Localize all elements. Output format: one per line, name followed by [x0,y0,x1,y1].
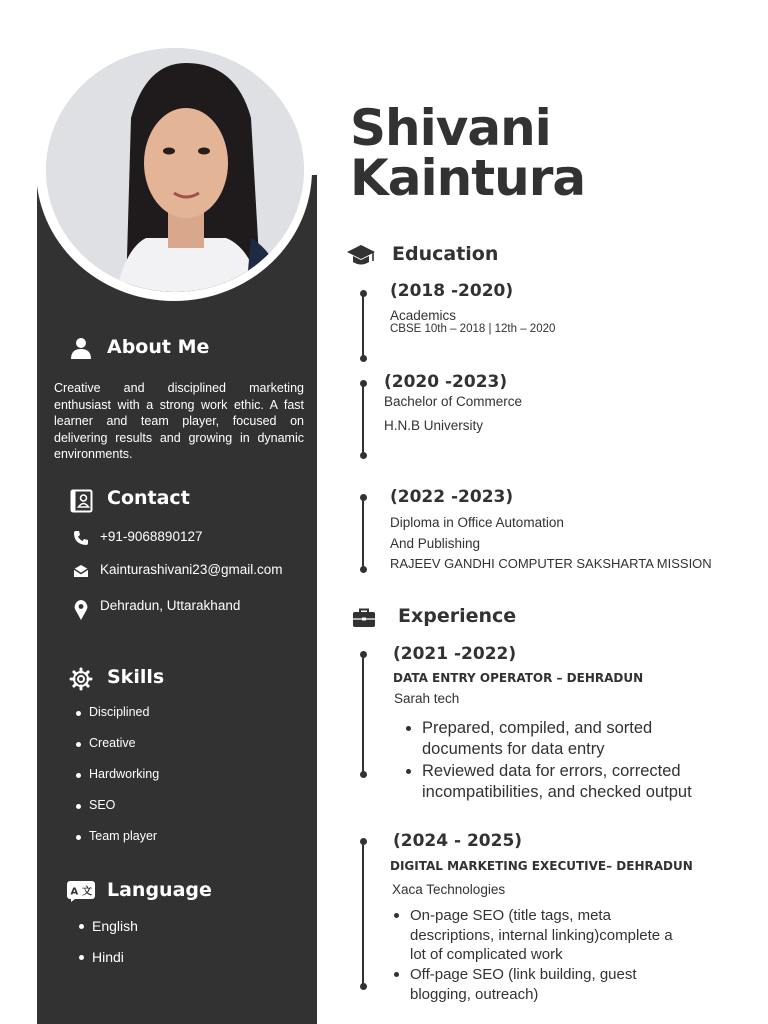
gear-icon [69,667,93,691]
education-line: And Publishing [390,536,481,551]
experience-period: (2024 - 2025) [393,831,523,851]
education-title: Education [392,243,499,265]
skills-title: Skills [107,666,165,688]
about-text: Creative and disciplined marketing enthusiast with a strong work ethic. A fast learner and team player, focused on delivering results and growing in dynamic environments. [54,381,304,461]
experience-company: Xaca Technologies [392,882,506,897]
experience-bullet [410,965,637,1004]
contact-location: Dehradun, Uttarakhand [100,598,241,613]
language-item: Hindi [92,949,124,965]
education-line: H.N.B University [384,418,484,433]
timeline-dot [360,566,367,573]
education-line: Academics [390,308,457,323]
bullet-line: blogging, outreach) [410,985,539,1003]
education-line: RAJEEV GANDHI COMPUTER SAKSHARTA MISSION [390,556,712,571]
user-icon [69,337,93,359]
education-line: CBSE 10th – 2018 | 12th – 2020 [390,323,556,335]
experience-bullet [410,906,673,965]
experience-bullet [422,761,692,803]
timeline-line [362,654,364,774]
contact-book-icon [70,489,93,513]
skill-item: Creative [89,736,136,750]
bullet-line: Prepared, compiled, and sorted [422,719,653,737]
briefcase-icon [352,608,376,628]
skill-item: Team player [89,829,158,843]
contact-phone[interactable]: +91-9068890127 [100,529,203,544]
portrait-illustration [46,48,304,292]
skill-item: Hardworking [89,767,160,781]
last-name: Kaintura [350,149,586,207]
timeline-line [362,293,364,358]
map-pin-icon [74,600,88,620]
skill-item: SEO [89,798,116,812]
first-name: Shivani [350,99,551,157]
bullet-line: On-page SEO (title tags, meta [410,907,611,924]
bullet-line: documents for data entry [422,740,605,758]
bullet-line: descriptions, internal linking)complete a [410,926,673,944]
translate-icon [67,881,95,902]
bullet-line: lot of complicated work [410,946,563,963]
timeline-dot [360,355,367,362]
experience-period: (2021 -2022) [393,644,517,664]
experience-title: Experience [398,605,517,627]
experience-bullet [422,718,652,760]
skill-item: Disciplined [89,705,150,719]
svg-text:文: 文 [82,886,92,898]
education-period: (2018 -2020) [390,281,514,301]
bullet-line: Reviewed data for errors, corrected [422,762,681,780]
timeline-dot [360,771,367,778]
education-period: (2020 -2023) [384,372,508,392]
language-item: English [92,918,138,934]
contact-email[interactable]: Kainturashivani23@gmail.com [100,562,283,577]
bullet-line: incompatibilities, and checked output [422,783,692,801]
education-period: (2022 -2023) [390,487,514,507]
experience-role: DATA ENTRY OPERATOR – DEHRADUN [393,671,644,685]
timeline-dot [360,983,367,990]
timeline-line [362,497,364,569]
contact-title: Contact [107,487,190,509]
timeline-line [362,383,364,455]
experience-company: Sarah tech [394,691,460,706]
full-name [350,99,586,207]
profile-photo [46,48,304,292]
language-title: Language [107,879,212,901]
phone-icon [73,530,89,546]
graduation-cap-icon [346,244,376,268]
bullet-line: Off-page SEO (link building, guest [410,966,637,983]
experience-role: DIGITAL MARKETING EXECUTIVE– DEHRADUN [390,859,693,873]
timeline-dot [360,452,367,459]
about-title: About Me [107,336,210,358]
education-line: Diploma in Office Automation [390,515,564,530]
envelope-icon [73,564,89,578]
timeline-line [362,841,364,986]
svg-text:A: A [70,886,79,898]
education-line: Bachelor of Commerce [384,394,523,409]
